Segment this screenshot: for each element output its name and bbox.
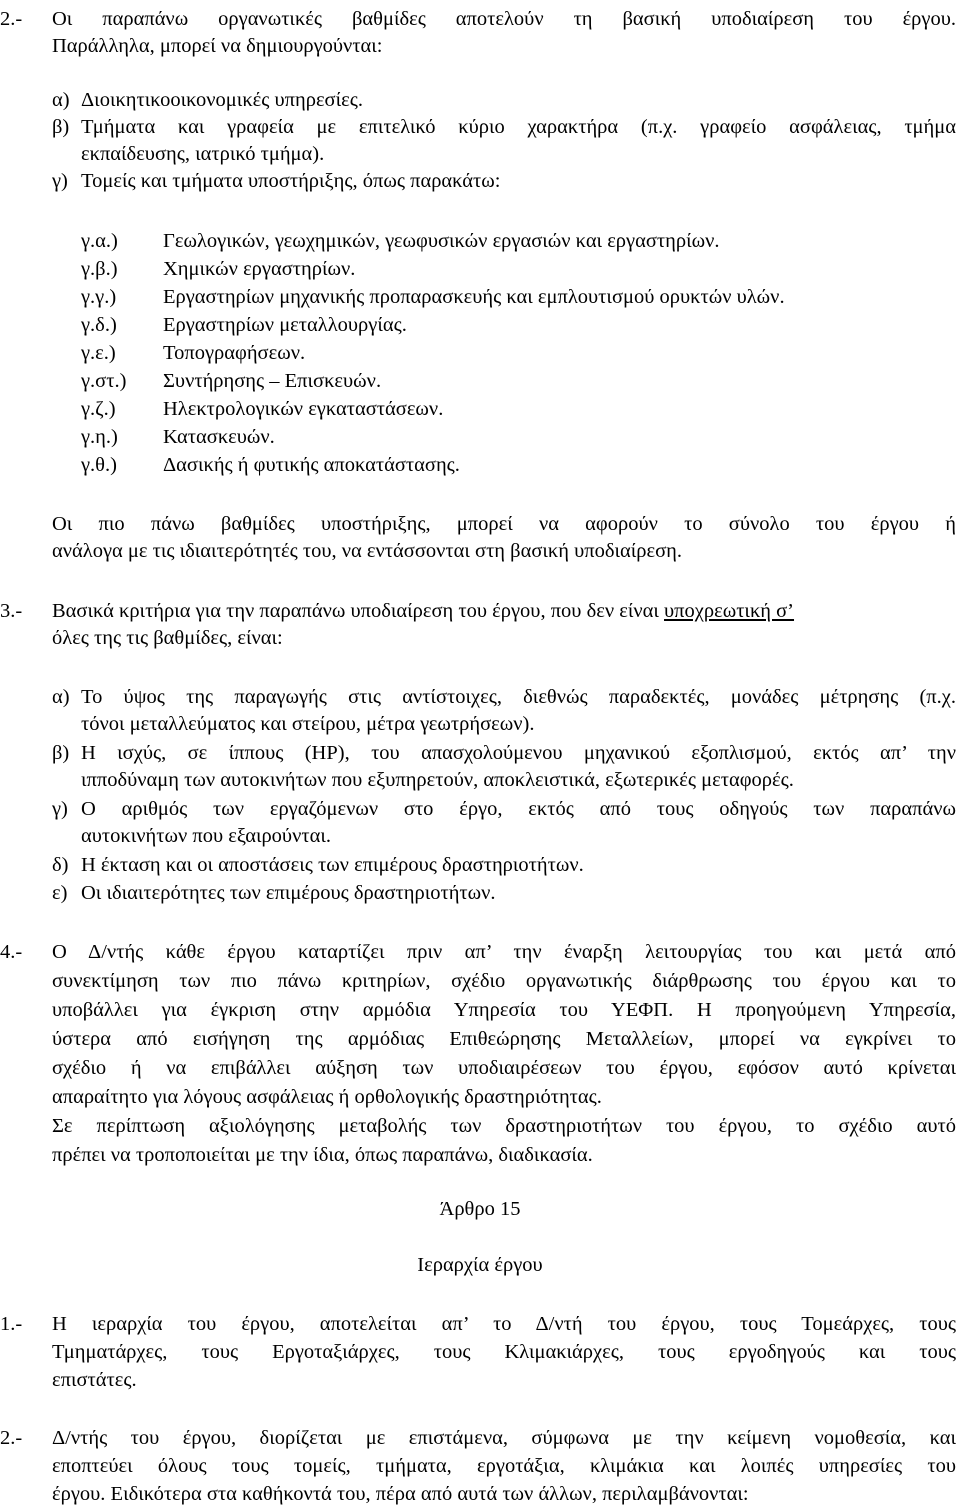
- article-subtitle: Ιεραρχία έργου: [417, 1254, 543, 1276]
- sub-item-text: Χημικών εργαστηρίων.: [163, 258, 356, 280]
- sub-item-marker: γ.στ.): [81, 370, 127, 392]
- list-marker: β): [52, 742, 70, 764]
- sub-item-marker: γ.δ.): [81, 314, 117, 336]
- list-marker: γ): [52, 798, 68, 820]
- list-marker: δ): [52, 854, 69, 876]
- list-item-continuation: τόνοι μεταλλεύματος και στείρου, μέτρα γεωτρήσεων).: [81, 713, 535, 735]
- paragraph-line: σχέδιο ή να επιβάλλει αύξηση των υποδιαιρέσεων του έργου, εφόσον αυτό κρίνεται: [52, 1057, 956, 1079]
- sub-item-marker: γ.ζ.): [81, 398, 116, 420]
- paragraph-line: απαραίτητο για λόγους ασφάλειας ή ορθολογικής δραστηριότητας.: [52, 1086, 602, 1108]
- list-item-continuation: εκπαίδευσης, ιατρικό τμήμα).: [81, 143, 325, 165]
- sub-item-marker: γ.η.): [81, 426, 118, 448]
- paragraph-line: υποβάλλει για έγκριση στην αρμόδια Υπηρεσία του ΥΕΦΠ. Η προηγούμενη Υπηρεσία,: [52, 999, 956, 1021]
- sub-item-text: Ηλεκτρολογικών εγκαταστάσεων.: [163, 398, 444, 420]
- list-marker: β): [52, 116, 70, 138]
- section-2-intro-line: Οι παραπάνω οργανωτικές βαθμίδες αποτελούν τη βασική υποδιαίρεση του έργου.: [52, 8, 956, 30]
- section-3-underlined-text: υποχρεωτική σ’: [664, 600, 795, 622]
- list-item: Διοικητικοοικονομικές υπηρεσίες.: [81, 89, 363, 111]
- list-item: Τομείς και τμήματα υποστήριξης, όπως παρακάτω:: [81, 170, 501, 192]
- list-item: Οι ιδιαιτερότητες των επιμέρους δραστηριοτήτων.: [81, 882, 496, 904]
- list-marker: α): [52, 686, 70, 708]
- paragraph-line: ύστερα από εισήγηση της αρμόδιας Επιθεώρησης Μεταλλείων, μπορεί να εγκρίνει το: [52, 1028, 956, 1050]
- sub-item-text: Εργαστηρίων μεταλλουργίας.: [163, 314, 407, 336]
- section-2-closing-line: Οι πιο πάνω βαθμίδες υποστήριξης, μπορεί να αφορούν το σύνολο του έργου ή: [52, 513, 956, 535]
- sub-item-text: Δασικής ή φυτικής αποκατάστασης.: [163, 454, 460, 476]
- list-item: Τμήματα και γραφεία με επιτελικό κύριο χαρακτήρα (π.χ. γραφείο ασφάλειας, τμήμα: [81, 116, 956, 138]
- sub-item-marker: γ.β.): [81, 258, 118, 280]
- list-item-continuation: αυτοκινήτων που εξαιρούνται.: [81, 825, 331, 847]
- paragraph-line: εποπτεύει όλους τους τομείς, τμήματα, εργοτάξια, κλιμάκια και λοιπές υπηρεσίες του: [52, 1455, 956, 1477]
- sub-item-text: Γεωλογικών, γεωχημικών, γεωφυσικών εργασιών και εργαστηρίων.: [163, 230, 720, 252]
- list-item: Η έκταση και οι αποστάσεις των επιμέρους δραστηριοτήτων.: [81, 854, 584, 876]
- list-marker: ε): [52, 882, 68, 904]
- sub-item-marker: γ.α.): [81, 230, 118, 252]
- section-2-intro-line: Παράλληλα, μπορεί να δημιουργούνται:: [52, 35, 383, 57]
- sub-item-marker: γ.ε.): [81, 342, 116, 364]
- section-2-closing-line: ανάλογα με τις ιδιαιτερότητές του, να εντάσσονται στη βασική υποδιαίρεση.: [52, 540, 682, 562]
- section-2-number: 2.-: [0, 8, 23, 30]
- sub-item-text: Εργαστηρίων μηχανικής προπαρασκευής και εμπλουτισμού ορυκτών υλών.: [163, 286, 785, 308]
- paragraph-line: Τμηματάρχες, τους Εργοταξιάρχες, τους Κλιμακιάρχες, τους εργοδηγούς και τους: [52, 1341, 956, 1363]
- paragraph-line: Ο Δ/ντής κάθε έργου καταρτίζει πριν απ’ την έναρξη λειτουργίας του και μετά από: [52, 941, 956, 963]
- paragraph-line: Η ιεραρχία του έργου, αποτελείται απ’ το Δ/ντή του έργου, τους Τομεάρχες, τους: [52, 1313, 956, 1335]
- list-item-continuation: ιπποδύναμη των αυτοκινήτων που εξυπηρετούν, αποκλειστικά, εξωτερικές μεταφορές.: [81, 769, 794, 791]
- paragraph-line: επιστάτες.: [52, 1369, 137, 1391]
- list-marker: α): [52, 89, 70, 111]
- sub-item-text: Τοπογραφήσεων.: [163, 342, 306, 364]
- list-item: Η ισχύς, σε ίππους (HP), του απασχολούμενου μηχανικού εξοπλισμού, εκτός απ’ την: [81, 742, 956, 764]
- article-section-1-number: 1.-: [0, 1313, 23, 1335]
- paragraph-line: Δ/ντής του έργου, διορίζεται με επιστάμενα, σύμφωνα με την κείμενη νομοθεσία, και: [52, 1427, 956, 1449]
- sub-item-marker: γ.γ.): [81, 286, 117, 308]
- section-3-intro-line: όλες της τις βαθμίδες, είναι:: [52, 627, 283, 649]
- list-marker: γ): [52, 170, 68, 192]
- list-item: Ο αριθμός των εργαζόμενων στο έργο, εκτός από τους οδηγούς των παραπάνω: [81, 798, 956, 820]
- paragraph-line: συνεκτίμηση των πιο πάνω κριτηρίων, σχέδιο οργανωτικής διάρθρωσης του έργου και το: [52, 970, 956, 992]
- sub-item-text: Κατασκευών.: [163, 426, 275, 448]
- article-title: Άρθρο 15: [439, 1198, 521, 1220]
- section-3-number: 3.-: [0, 600, 23, 622]
- paragraph-line: έργου. Ειδικότερα στα καθήκοντά του, πέρα από αυτά των άλλων, περιλαμβάνονται:: [52, 1483, 749, 1505]
- section-3-intro-line: [52, 598, 794, 625]
- section-3-intro-text: Βασικά κριτήρια για την παραπάνω υποδιαίρεση του έργου, που δεν είναι: [52, 600, 665, 622]
- paragraph-line: Σε περίπτωση αξιολόγησης μεταβολής των δραστηριοτήτων του έργου, το σχέδιο αυτό: [52, 1115, 956, 1137]
- list-item: Το ύψος της παραγωγής στις αντίστοιχες, διεθνώς παραδεκτές, μονάδες μέτρησης (π.χ.: [81, 686, 956, 708]
- article-section-2-number: 2.-: [0, 1427, 23, 1449]
- section-4-number: 4.-: [0, 941, 23, 963]
- sub-item-marker: γ.θ.): [81, 454, 117, 476]
- sub-item-text: Συντήρησης – Επισκευών.: [163, 370, 382, 392]
- paragraph-line: πρέπει να τροποποιείται με την ίδια, όπως παραπάνω, διαδικασία.: [52, 1144, 593, 1166]
